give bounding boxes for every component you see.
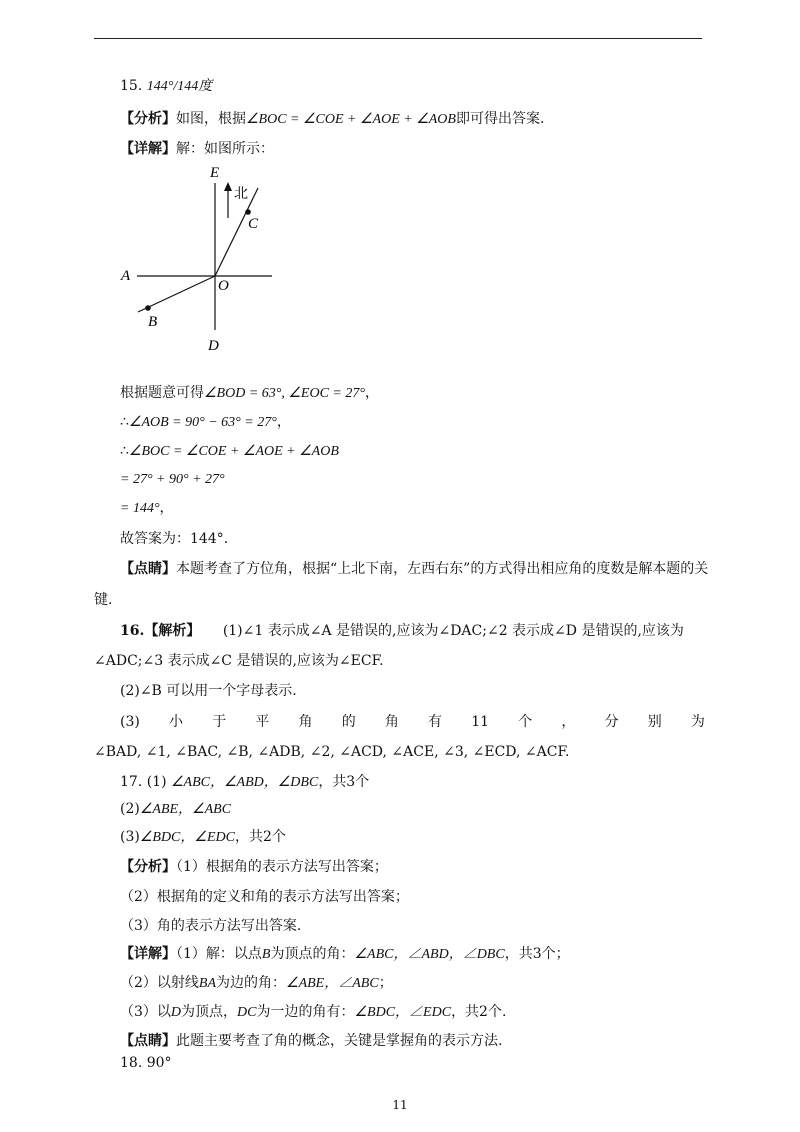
q17-ans1-pre: 17. (1) <box>120 774 167 790</box>
q17-detail1-b: B <box>261 947 271 962</box>
q15-comment-line2 <box>94 591 112 609</box>
q17-ans3 <box>120 828 286 847</box>
q15-step2-formula: ∠AOB = 90° − 63° = 27° <box>128 415 277 430</box>
q15-detail-text: 解：如图所示： <box>176 141 274 157</box>
q16-part3-word: 分 <box>604 714 619 730</box>
page-number: 11 <box>392 1098 408 1112</box>
label-north: 北 <box>234 186 248 202</box>
q16-part1-line2: ∠ADC;∠3 表示成∠C 是错误的,应该为∠ECF. <box>94 653 384 669</box>
q17-detail2-post: ； <box>378 975 393 991</box>
q17-detail1-mid: 为顶点的角： <box>270 946 355 962</box>
q17-detail3 <box>120 1003 506 1022</box>
q15-step1-pre: 根据题意可得 <box>120 385 204 401</box>
q16-part1-line1: (1)∠1 表示成∠A 是错误的,应该为∠DAC;∠2 表示成∠D 是错误的,应该为 <box>222 623 684 639</box>
q16-part3-word: 为 <box>690 714 705 730</box>
q17-analysis-line <box>120 858 388 876</box>
q16-part3-word: 角 <box>298 714 313 730</box>
q17-ans2-formula: ∠ABE，∠ABC <box>139 802 232 817</box>
q16-part3-word: 小 <box>169 714 184 730</box>
q15-comment-text2: 键. <box>94 592 113 608</box>
q15-detail-tag: 【详解】 <box>120 141 176 157</box>
label-b: B <box>148 314 158 330</box>
label-a: A <box>121 268 131 284</box>
q16-part3-line1 <box>120 713 705 731</box>
q17-ans2 <box>120 800 231 819</box>
q15-step4-formula: = 27° + 90° + 27° <box>120 472 225 487</box>
q15-answer-line <box>120 77 212 96</box>
q15-comment-text1: 本题考查了方位角，根据“上北下南，左西右东”的方式得出相应角的度数是解本题的关 <box>176 561 709 577</box>
q15-number: 15. <box>120 78 143 94</box>
q17-detail1 <box>120 945 570 964</box>
q15-comment-tag: 【点睛】 <box>120 561 176 577</box>
therefore-symbol: ∴ <box>120 443 129 459</box>
q17-detail2 <box>120 974 393 993</box>
q17-detail1-formula: ∠ABC，∠ABD，∠DBC <box>354 947 505 962</box>
q17-detail3-mid2: 为一边的角有： <box>256 1004 355 1020</box>
q17-analysis-tag: 【分析】 <box>120 859 176 875</box>
q17-comment-tag: 【点睛】 <box>120 1033 176 1049</box>
q15-detail-line <box>120 140 274 158</box>
q15-step5-formula: = 144° <box>120 501 160 516</box>
q17-detail3-mid1: 为顶点， <box>181 1004 238 1020</box>
q16-part3-list: ∠BAD, ∠1, ∠BAC, ∠B, ∠ADB, ∠2, ∠ACD, ∠ACE, ∠3, ∠ECD, ∠ACF. <box>94 744 570 760</box>
q15-step5-post: ， <box>159 500 174 516</box>
q15-step3-formula: ∠BOC = ∠COE + ∠AOE + ∠AOB <box>128 444 339 459</box>
q17-comment <box>120 1032 502 1050</box>
q16-part3-word: 角 <box>384 714 399 730</box>
q16-header: 16.【解析】 <box>120 623 201 639</box>
q17-detail3-formula: ∠BDC，∠EDC <box>354 1005 452 1020</box>
q16-line2 <box>94 652 384 670</box>
q16-part3-word: 于 <box>212 714 227 730</box>
q17-ans3-formula: ∠BDC，∠EDC <box>139 830 235 845</box>
q16-part3-word: 11 <box>471 714 490 730</box>
q17-detail3-dc: DC <box>237 1005 257 1020</box>
q15-analysis-post: 即可得出答案. <box>455 111 545 127</box>
q18-answer-text: 18. 90° <box>120 1055 172 1071</box>
q15-step5 <box>120 499 174 518</box>
q17-analysis3-line <box>120 917 301 935</box>
q16-part3-word: 有 <box>428 714 443 730</box>
q17-ans3-post: ，共2个 <box>234 829 286 845</box>
q17-detail3-post: ，共2个. <box>451 1004 507 1020</box>
label-d: D <box>208 338 219 354</box>
q17-detail-tag: 【详解】 <box>120 946 176 962</box>
q17-detail2-pre: （2）以射线 <box>120 975 199 991</box>
q16-part2: (2)∠B 可以用一个字母表示. <box>120 683 297 699</box>
label-o: O <box>218 278 229 294</box>
q18-answer <box>120 1054 172 1072</box>
q17-ans1 <box>120 773 369 792</box>
q17-analysis2-line <box>120 888 409 906</box>
q17-analysis2: （2）根据角的定义和角的表示方法写出答案； <box>120 889 409 905</box>
q17-detail2-mid: 为边的角： <box>216 975 287 991</box>
q15-step1-formula: ∠BOD = 63°, ∠EOC = 27° <box>204 386 365 401</box>
q16-part3-word: 的 <box>341 714 356 730</box>
point-b <box>145 305 151 311</box>
q17-analysis3: （3）角的表示方法写出答案. <box>120 918 302 934</box>
q17-detail1-pre: （1）解：以点 <box>176 946 262 962</box>
therefore-symbol: ∴ <box>120 414 129 430</box>
q17-detail1-post: ，共3个； <box>504 946 570 962</box>
q17-detail3-pre: （3）以 <box>120 1004 171 1020</box>
q17-analysis1: （1）根据角的表示方法写出答案； <box>176 859 388 875</box>
q16-part3-word: 个 <box>518 714 533 730</box>
q15-step4 <box>120 470 225 489</box>
q17-ans3-pre: (3) <box>120 829 140 845</box>
q15-step2 <box>120 413 291 432</box>
q17-ans2-pre: (2) <box>120 801 140 817</box>
q15-answer: 144°/144度 <box>146 79 213 94</box>
q15-step1-post: ， <box>364 385 379 401</box>
q17-ans1-post: ，共3个 <box>318 774 370 790</box>
q15-conclusion <box>120 530 228 548</box>
q15-direction-figure <box>110 160 290 360</box>
label-c: C <box>248 216 259 232</box>
q15-step2-post: ， <box>276 414 291 430</box>
q15-analysis-line <box>120 110 544 129</box>
q16-part3-line2 <box>94 743 569 761</box>
q15-step3 <box>120 442 339 461</box>
q16-part3-word: 别 <box>647 714 662 730</box>
q17-ans1-formula: ∠ABC，∠ABD，∠DBC <box>171 775 319 790</box>
q15-comment-line1 <box>120 560 708 578</box>
q17-detail2-ba: BA <box>198 976 217 991</box>
q17-detail2-formula: ∠ABE，∠ABC <box>286 976 379 991</box>
q16-part3-word: (3) <box>120 714 140 730</box>
q16-part3-word: ， <box>561 714 576 730</box>
q17-comment-text: 此题主要考查了角的概念，关键是掌握角的表示方法. <box>176 1033 503 1049</box>
q15-analysis-pre: 如图，根据 <box>176 111 246 127</box>
q16-part3-word: 平 <box>255 714 270 730</box>
q15-step1 <box>120 384 379 403</box>
q15-conclusion-text: 故答案为：144°. <box>120 531 229 547</box>
q15-analysis-formula: ∠BOC = ∠COE + ∠AOE + ∠AOB <box>246 112 456 127</box>
north-arrow-icon <box>224 182 232 191</box>
q16-line1 <box>120 622 684 640</box>
q16-line3 <box>120 682 297 700</box>
point-c <box>245 209 251 215</box>
label-e: E <box>210 165 220 181</box>
q15-analysis-tag: 【分析】 <box>120 111 176 127</box>
q17-detail3-d: D <box>170 1005 182 1020</box>
